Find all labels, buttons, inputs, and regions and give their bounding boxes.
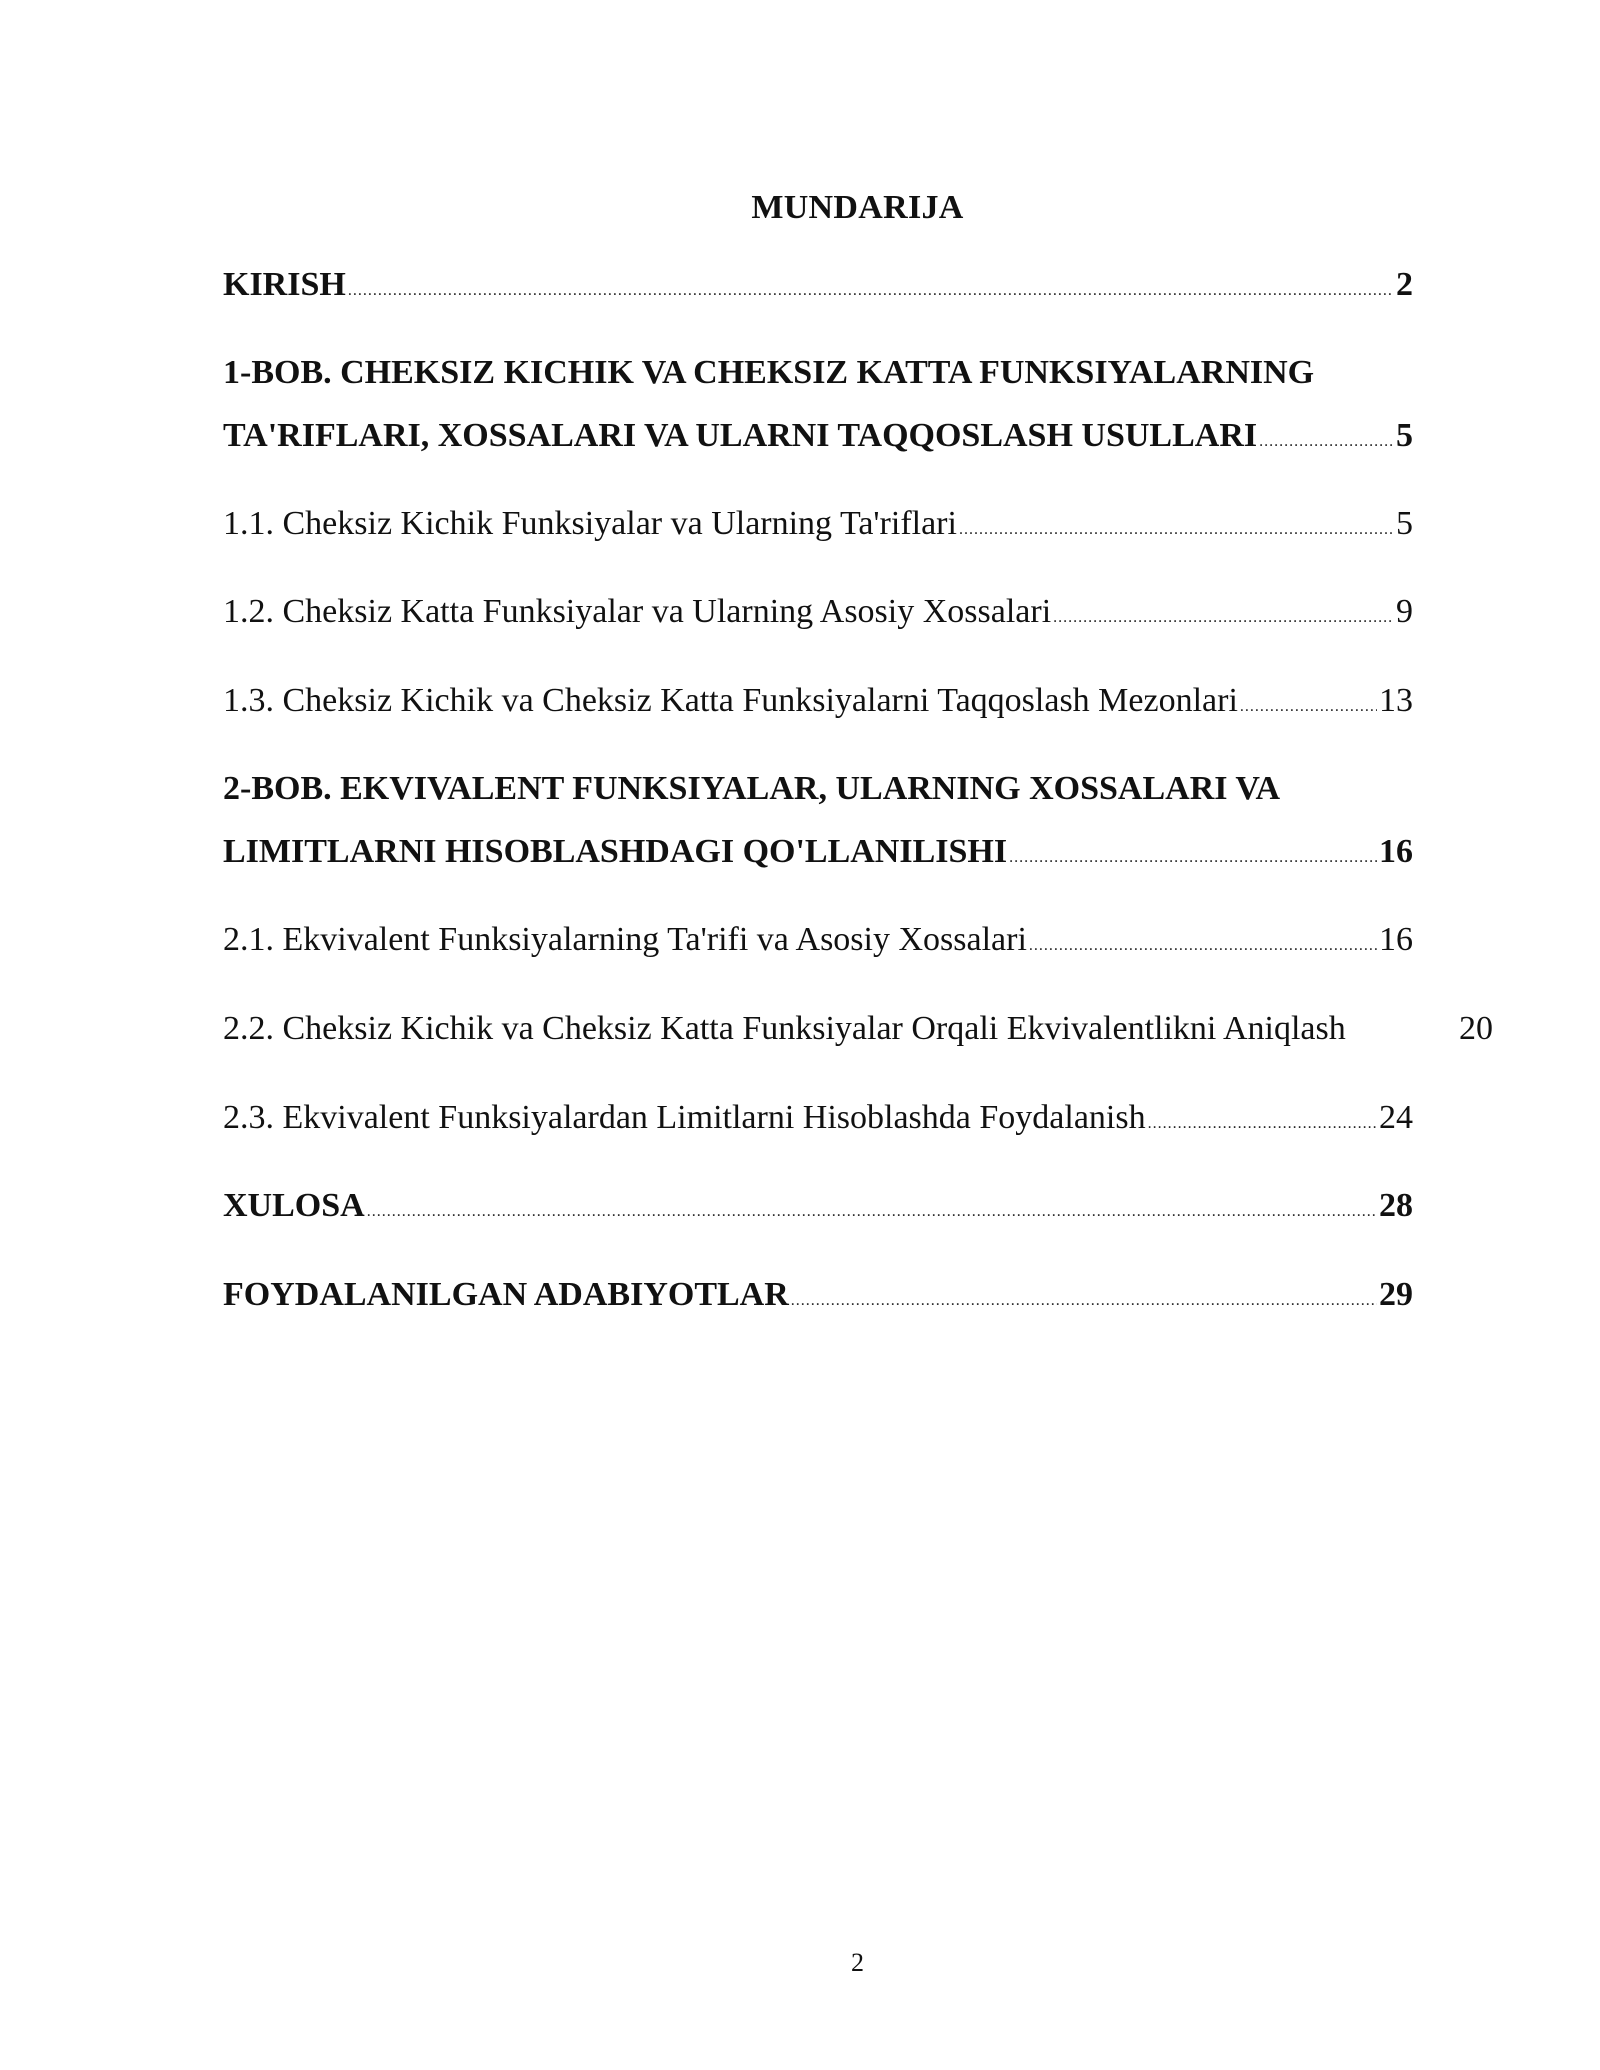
toc-page-number: 5 <box>1396 505 1413 542</box>
toc-page-number: 28 <box>1379 1187 1413 1224</box>
toc-page-number: 13 <box>1379 682 1413 719</box>
toc-title: MUNDARIJA <box>751 189 964 226</box>
toc-entry-section-2-3[interactable] <box>223 1086 1413 1149</box>
toc-leader-dots <box>348 259 1394 322</box>
toc-entry-references[interactable] <box>223 1263 1413 1326</box>
toc-entry-section-1-3[interactable] <box>223 669 1413 732</box>
toc-page-number: 20 <box>1459 1010 1493 1047</box>
toc-entry-title: FOYDALANILGAN ADABIYOTLAR <box>223 1276 789 1313</box>
toc-entry-title: 2.3. Ekvivalent Funksiyalardan Limitlarni Hisoblashda Foydalanish <box>223 1099 1146 1136</box>
toc-entry-title-line-2: LIMITLARNI HISOBLASHDAGI QO'LLANILISHI <box>223 833 1008 870</box>
toc-entry-title: KIRISH <box>223 266 346 303</box>
toc-page-number: 2 <box>1396 266 1413 303</box>
toc-entry-title-line-2: TA'RIFLARI, XOSSALARI VA ULARNI TAQQOSLASH USULLARI <box>223 417 1258 454</box>
toc-leader-dots <box>1240 675 1377 738</box>
toc-page-number: 16 <box>1379 921 1413 958</box>
toc-leader-dots <box>791 1269 1377 1332</box>
toc-entry-title: 2.1. Ekvivalent Funksiyalarning Ta'rifi va Asosiy Xossalari <box>223 921 1027 958</box>
toc-leader-dots <box>1009 826 1377 889</box>
page-number-footer: 2 <box>851 1948 864 1977</box>
toc-leader-dots <box>1148 1092 1377 1155</box>
toc-entry-title: 1.2. Cheksiz Katta Funksiyalar va Ularning Asosiy Xossalari <box>223 593 1052 630</box>
toc-leader-dots <box>959 498 1394 561</box>
toc-entry-xulosa[interactable] <box>223 1174 1413 1237</box>
toc-entry-section-1-2[interactable] <box>223 580 1413 643</box>
toc-page-number: 9 <box>1396 593 1413 630</box>
toc-leader-dots <box>1053 586 1394 649</box>
toc-entry-chapter-1[interactable] <box>223 341 1413 467</box>
toc-entry-title: XULOSA <box>223 1187 365 1224</box>
toc-entry-section-2-1[interactable] <box>223 908 1413 971</box>
toc-entry-title: 1.1. Cheksiz Kichik Funksiyalar va Ularning Ta'riflari <box>223 505 957 542</box>
toc-leader-dots <box>1029 914 1377 977</box>
toc-entry-title-line-1: 1-BOB. CHEKSIZ KICHIK VA CHEKSIZ KATTA FUNKSIYALARNING <box>223 354 1315 391</box>
toc-leader-dots <box>367 1180 1377 1243</box>
toc-entry-chapter-2[interactable] <box>223 757 1413 883</box>
toc-leader-dots <box>1259 410 1394 473</box>
toc-entry-kirish[interactable] <box>223 253 1413 316</box>
toc-page-number: 29 <box>1379 1276 1413 1313</box>
toc-entry-title: 1.3. Cheksiz Kichik va Cheksiz Katta Funksiyalarni Taqqoslash Mezonlari <box>223 682 1238 719</box>
toc-page-number: 5 <box>1396 417 1413 454</box>
toc-entry-title-line-1: 2-BOB. EKVIVALENT FUNKSIYALAR, ULARNING XOSSALARI VA <box>223 770 1281 807</box>
toc-entry-section-2-2[interactable] <box>223 997 1493 1060</box>
toc-page-number: 24 <box>1379 1099 1413 1136</box>
toc-entry-section-1-1[interactable] <box>223 492 1413 555</box>
toc-entry-title: 2.2. Cheksiz Kichik va Cheksiz Katta Funksiyalar Orqali Ekvivalentlikni Aniqlash <box>223 1010 1346 1047</box>
toc-page-number: 16 <box>1379 833 1413 870</box>
